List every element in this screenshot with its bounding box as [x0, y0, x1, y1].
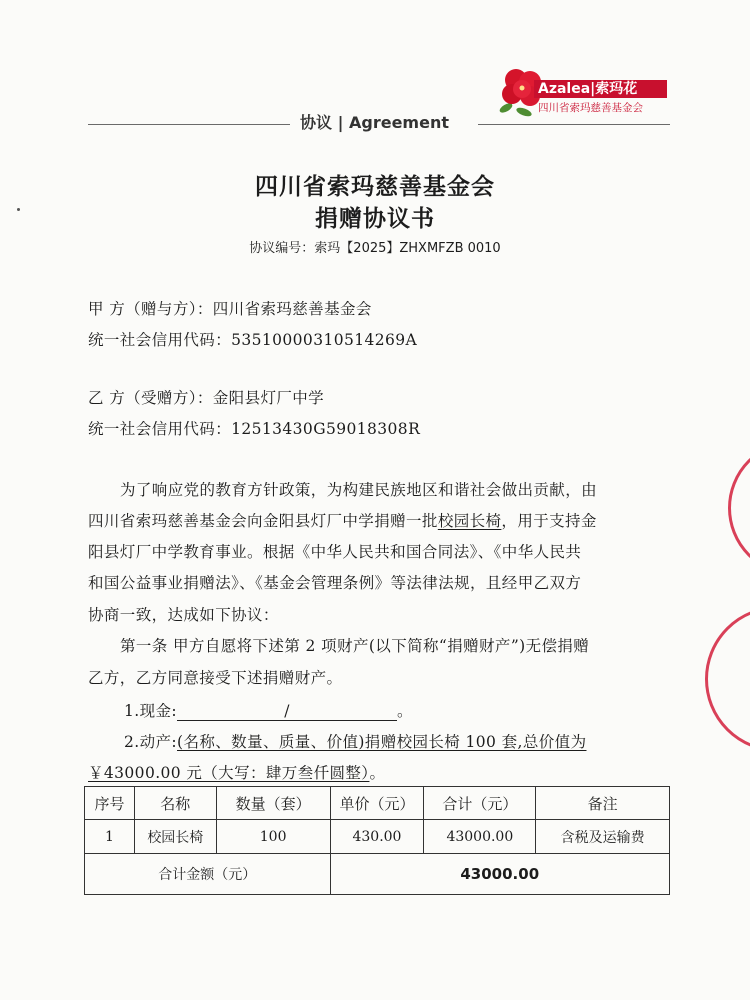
party-b: 乙 方（受赠方）：金阳县灯厂中学 — [88, 389, 325, 407]
table-row — [85, 820, 670, 854]
gift-name-underlined: 校园长椅 — [437, 512, 502, 530]
seal-stamp-bottom — [705, 606, 750, 752]
table-header-cell: 单价（元） — [330, 787, 424, 820]
table-cell: 含税及运输费 — [536, 820, 670, 854]
article-one-cont: 乙方，乙方同意接受下述捐赠财产。 — [88, 669, 343, 687]
table-cell: 430.00 — [330, 820, 424, 854]
cash-value: / — [177, 702, 397, 721]
logo-subtitle: 四川省索玛慈善基金会 — [538, 102, 643, 114]
document-subtitle: 捐赠协议书 — [315, 206, 435, 232]
movable-item-cont: ￥43000.00 元（大写：肆万叁仟圆整）。 — [88, 764, 386, 782]
paragraph-line: 四川省索玛慈善基金会向金阳县灯厂中学捐赠一批校园长椅，用于支持金 — [88, 512, 597, 530]
logo-name: Azalea|索玛花 — [538, 81, 638, 97]
table-cell: 100 — [216, 820, 330, 854]
seal-stamp-top — [728, 440, 750, 576]
foundation-logo — [498, 66, 688, 118]
scan-speck — [17, 208, 20, 211]
table-cell: 43000.00 — [424, 820, 536, 854]
party-a: 甲 方（赠与方）：四川省索玛慈善基金会 — [88, 300, 372, 318]
table-header-cell: 名称 — [134, 787, 216, 820]
movable-item: 2.动产:(名称、数量、质量、价值)捐赠校园长椅 100 套,总价值为 — [124, 733, 587, 751]
cash-item: 1.现金: / 。 — [124, 702, 413, 720]
paragraph-line: 为了响应党的教育方针政策，为构建民族地区和谐社会做出贡献，由 — [120, 481, 598, 499]
table-header-cell: 数量（套） — [216, 787, 330, 820]
paragraph-line: 协商一致，达成如下协议： — [88, 606, 279, 624]
table-header-cell: 合计（元） — [424, 787, 536, 820]
document-title: 四川省索玛慈善基金会 — [255, 174, 495, 200]
party-b-credit-code: 统一社会信用代码：12513430G59018308R — [88, 420, 421, 438]
table-header-row — [85, 787, 670, 820]
table-header-cell: 备注 — [536, 787, 670, 820]
table-cell: 1 — [85, 820, 135, 854]
agreement-number: 协议编号：索玛【2025】ZHXMFZB 0010 — [249, 241, 501, 256]
total-value: 43000.00 — [330, 854, 669, 895]
article-one: 第一条 甲方自愿将下述第 2 项财产(以下简称“捐赠财产”)无偿捐赠 — [120, 637, 590, 655]
header-label: 协议 | Agreement — [300, 113, 449, 132]
table-cell: 校园长椅 — [134, 820, 216, 854]
total-label: 合计金额（元） — [85, 854, 331, 895]
donation-table — [84, 786, 670, 895]
table-header-cell: 序号 — [85, 787, 135, 820]
paragraph-line: 阳县灯厂中学教育事业。根据《中华人民共和国合同法》、《中华人民共 — [88, 543, 582, 561]
paragraph-line: 和国公益事业捐赠法》、《基金会管理条例》等法律法规，且经甲乙双方 — [88, 574, 582, 592]
party-a-credit-code: 统一社会信用代码：53510000310514269A — [88, 331, 418, 349]
table-total-row — [85, 854, 670, 895]
